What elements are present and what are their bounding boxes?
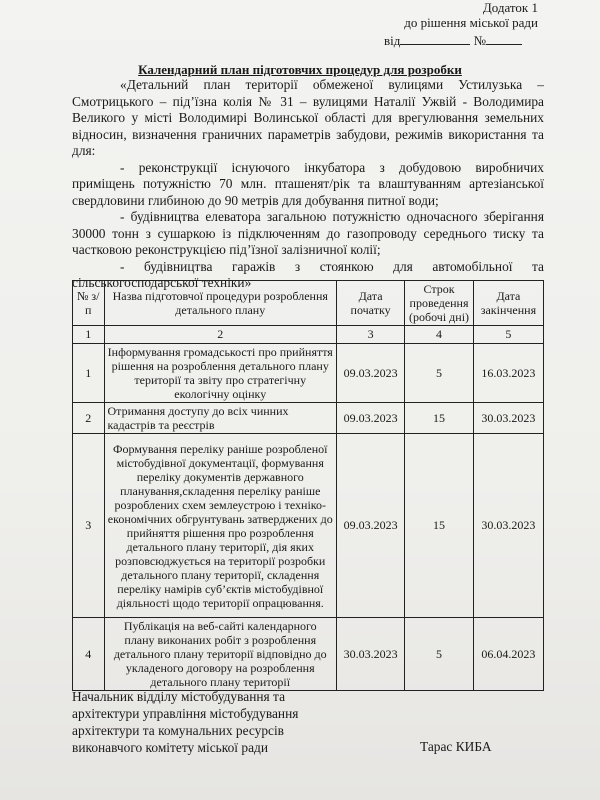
table-row xyxy=(73,434,544,618)
row-end: 30.03.2023 xyxy=(473,434,543,618)
row-num: 3 xyxy=(73,434,105,618)
index-cell: 3 xyxy=(336,326,404,344)
position-line: архітектури управління містобудування xyxy=(72,706,299,721)
table-row xyxy=(73,618,544,691)
index-cell: 5 xyxy=(473,326,543,344)
paragraph-item-2: - будівництва елеватора загальною потужністю одночасного зберігання 30000 тонн з сушаркою із підключенням до газопроводу середнього тиску та частковою реконструкцією під’їзної залізничної колії; xyxy=(72,209,544,257)
position-line: архітектури та комунальних ресурсів xyxy=(72,723,285,738)
paragraph-item-3: - будівництва гаражів з стоянкою для автомобільної та сільськогосподарської техніки» xyxy=(72,258,544,290)
table-row xyxy=(73,344,544,403)
index-cell: 4 xyxy=(405,326,474,344)
row-end: 16.03.2023 xyxy=(473,344,543,403)
number-underline xyxy=(486,32,522,45)
row-name: Інформування громадськості про прийняття рішення на розроблення детального плану території та звіту про стратегічну екологічну оцінку xyxy=(104,344,336,403)
row-num: 4 xyxy=(73,618,105,691)
row-start: 09.03.2023 xyxy=(336,434,404,618)
annex-number: Додаток 1 xyxy=(482,0,538,15)
header-start: Дата початку xyxy=(336,281,404,326)
position-line: Начальник відділу містобудування та xyxy=(72,689,286,704)
table-header-row xyxy=(73,281,544,326)
number-prefix: № xyxy=(473,33,487,48)
annex-date-line xyxy=(384,32,534,49)
row-name: Формування переліку раніше розробленої містобудівної документації, формування переліку документів державного планування,складення переліку раніше розроблених схем землеустрою і техніко-економічних обгрунтувань затверджених до прийняття рішення про розроблення детального плану території, дія яких розповсюджується на території розробки детального плану території, складення переліку намірів суб’єктів містобудівної діяльності щодо території опрацювання. xyxy=(104,434,336,618)
header-end: Дата закінчення xyxy=(473,281,543,326)
row-start: 09.03.2023 xyxy=(336,403,404,434)
table-index-row xyxy=(73,326,544,344)
row-term: 15 xyxy=(405,403,474,434)
position-line: виконавчого комітету міської ради xyxy=(72,740,268,755)
row-num: 1 xyxy=(73,344,105,403)
row-name: Отримання доступу до всіх чинних кадастрів та реєстрів xyxy=(104,403,336,434)
signatory-position xyxy=(72,688,332,756)
header-name: Назва підготовчої процедури розроблення детального плану xyxy=(104,281,336,326)
paragraph-item-1: - реконструкції існуючого інкубатора з добудовою виробничих приміщень потужністю 70 млн. пташенят/рік та влаштуванням артезіанської свердловини глибиною до 90 метрів для добування питної води; xyxy=(72,159,544,208)
row-name: Публікація на веб-сайті календарного плану виконаних робіт з розроблення детального плану території відповідно до укладеного договору на розроблення детального плану території xyxy=(104,618,336,691)
paragraph-intro: «Детальний план території обмеженої вулицями Устилузька – Смотрицького – під’їзна колія № 31 – вулицями Наталії Ужвій - Володимира Великого у місті Володимирі Волинської області для врегулювання земельних відносин, визначення граничних параметрів забудови, режимів використання та для: xyxy=(72,77,544,158)
index-cell: 1 xyxy=(73,326,105,344)
row-start: 09.03.2023 xyxy=(336,344,404,403)
procedure-table xyxy=(72,280,544,691)
row-start: 30.03.2023 xyxy=(336,618,404,691)
row-term: 5 xyxy=(405,618,474,691)
row-term: 15 xyxy=(405,434,474,618)
date-underline xyxy=(400,32,470,45)
table-row xyxy=(73,403,544,434)
annex-decision: до рішення міської ради xyxy=(404,15,538,30)
row-end: 30.03.2023 xyxy=(473,403,543,434)
signatory-name: Тарас КИБА xyxy=(420,739,492,754)
row-num: 2 xyxy=(73,403,105,434)
document-body xyxy=(72,77,544,292)
document-title: Календарний план підготовчих процедур для розробки xyxy=(138,62,462,77)
annex-header xyxy=(404,0,538,30)
row-end: 06.04.2023 xyxy=(473,618,543,691)
row-term: 5 xyxy=(405,344,474,403)
date-prefix: від xyxy=(384,33,401,48)
header-num: № з/п xyxy=(73,281,105,326)
index-cell: 2 xyxy=(104,326,336,344)
header-term: Строк проведення (робочі дні) xyxy=(405,281,474,326)
